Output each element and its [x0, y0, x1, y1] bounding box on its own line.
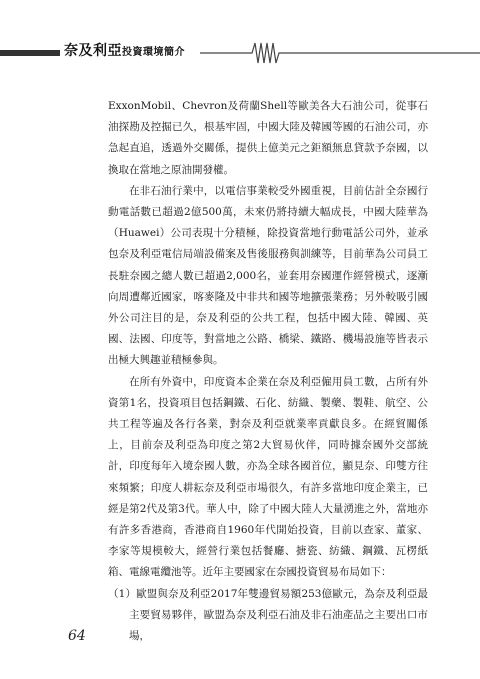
running-header [0, 38, 480, 68]
paragraph-3: 在所有外資中，印度資本企業在奈及利亞僱用員工數，占所有外資第1名，投資項目包括鋼鐵、石化、紡織、製藥、製鞋、航空、公共工程等遍及各行各業，對奈及利亞就業率貢獻良多。在經貿關係上，目前奈及利亞為印度之第2大貿易伙伴，同時據奈國外交部統計，印度每年入境奈國人數，亦為全球各國首位，顯見奈、印雙方往來頻繁；印度人耕耘奈及利亞市場很久，有許多當地印度企業主，已經是第2代及第3代。華人中，除了中國大陸人大量湧進之外，當地亦有許多香港商，香港商自1960年代開始投資，目前以查家、董家、李家等規模較大，經營行業包括餐廳、搪瓷、紡織、鋼鐵、瓦楞紙箱、電線電纜池等。近年主要國家在奈國投資貿易布局如下： [108, 375, 428, 579]
paragraph-2: 在非石油行業中，以電信事業較受外國重視，目前估計全奈國行動電話數已超過2億500萬，未來仍將持續大幅成長，中國大陸華為（Huawei）公司表現十分積極，除投資當地行動電話公司外，並承包奈及利亞電信局端設備案及售後服務與訓練等，目前華為公司員工長駐奈國之總人數已超過2,000名，並套用奈國運作經營模式，逐漸向周遭鄰近國家，喀麥隆及中非共和國等地擴張業務；另外較吸引國外公司注目的是，奈及利亞的公共工程，包括中國大陸、韓國、英國、法國、印度等，對當地之公路、橋梁、鐵路、機場設施等皆表示出極大興趣並積極參與。 [108, 184, 428, 367]
header-title [64, 40, 185, 60]
header-title-sub: 投資環境簡介 [122, 47, 185, 58]
paragraph-1: ExxonMobil、Chevron及荷蘭Shell等歐美各大石油公司，從事石油探勘及控掘已久，根基牢固，中國大陸及韓國等國的石油公司，亦急起直追，透過外交關係，提供上億美元之鉅額無息貸款予奈國，以換取在當地之原油開發權。 [108, 100, 428, 176]
body-text [108, 96, 428, 647]
list-item-1: （1）歐盟與奈及利亞2017年雙邊貿易額253億歐元，為奈及利亞最主要貿易夥伴，歐盟為奈及利亞石油及非石油產品之主要出口市場， [108, 587, 428, 643]
header-title-main: 奈及利亞 [64, 43, 122, 59]
page-number: 64 [68, 628, 86, 644]
